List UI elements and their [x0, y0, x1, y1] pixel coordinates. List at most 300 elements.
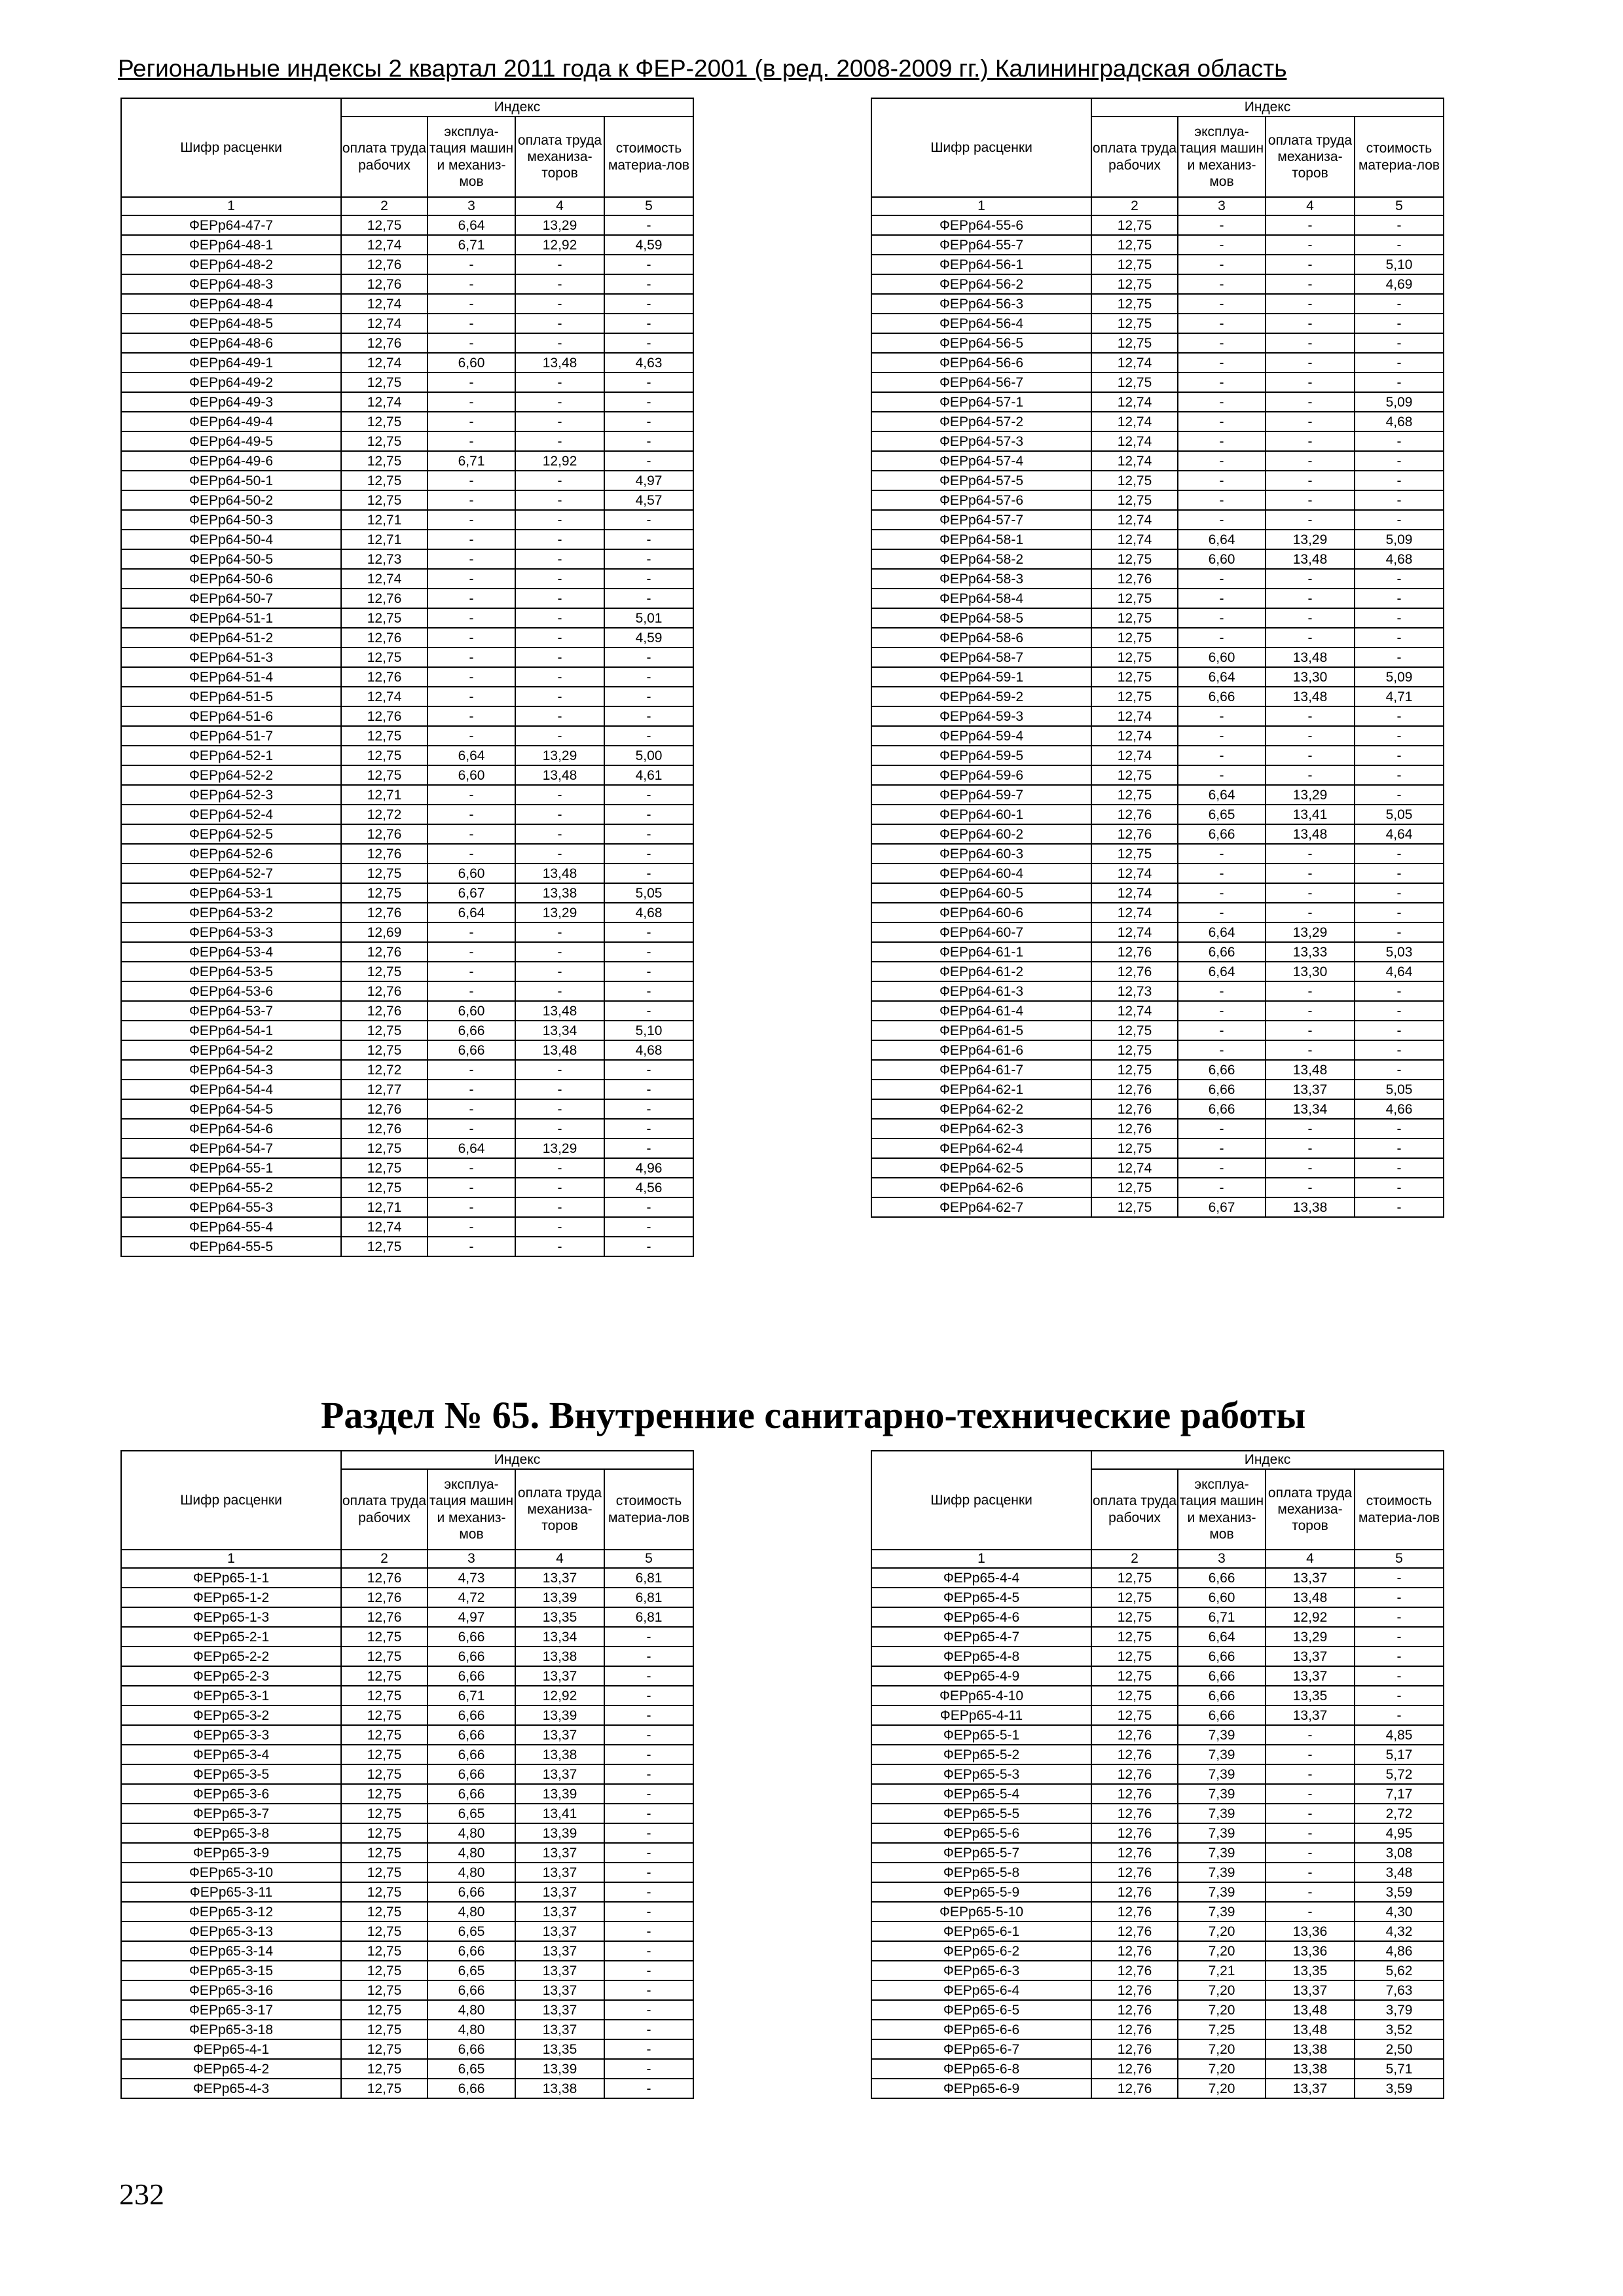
column-number: 2 — [341, 197, 428, 215]
cell-materials: - — [604, 1863, 693, 1882]
table-row — [871, 746, 1444, 765]
cell-mech-labor: - — [1266, 864, 1355, 883]
cell-mech-labor: - — [1266, 903, 1355, 922]
cell-machines: - — [428, 549, 515, 569]
table-row — [121, 864, 693, 883]
cell-mech-labor: - — [1266, 373, 1355, 392]
cell-materials: - — [604, 667, 693, 687]
cell-machines: 6,64 — [428, 1139, 515, 1158]
page-number: 232 — [119, 2178, 164, 2211]
cell-labor: 12,75 — [1091, 1197, 1178, 1217]
table-row — [121, 373, 693, 392]
cell-mech-labor: - — [515, 431, 604, 451]
cell-labor: 12,74 — [1091, 864, 1178, 883]
cell-code: ФЕРр64-49-2 — [121, 373, 341, 392]
cell-materials: 4,97 — [604, 471, 693, 490]
table-row — [121, 962, 693, 981]
cell-labor: 12,71 — [341, 530, 428, 549]
cell-code: ФЕРр64-57-6 — [871, 490, 1091, 510]
cell-mech-labor: 13,37 — [515, 1941, 604, 1961]
cell-machines: - — [1178, 353, 1266, 373]
cell-materials: - — [604, 1784, 693, 1804]
header-index: Индекс — [341, 1451, 693, 1469]
cell-materials: - — [1355, 1158, 1444, 1178]
cell-code: ФЕРр64-62-3 — [871, 1119, 1091, 1139]
cell-mech-labor: 13,37 — [515, 1922, 604, 1941]
table-row — [871, 215, 1444, 235]
cell-materials: - — [1355, 1607, 1444, 1627]
cell-labor: 12,75 — [341, 490, 428, 510]
cell-mech-labor: 13,38 — [515, 883, 604, 903]
cell-materials: - — [604, 314, 693, 333]
cell-code: ФЕРр64-54-4 — [121, 1080, 341, 1099]
cell-labor: 12,75 — [341, 647, 428, 667]
cell-labor: 12,76 — [341, 589, 428, 608]
cell-materials: 3,08 — [1355, 1843, 1444, 1863]
cell-code: ФЕРр64-55-6 — [871, 215, 1091, 235]
cell-machines: 6,66 — [428, 1627, 515, 1647]
cell-labor: 12,75 — [341, 1961, 428, 1980]
cell-code: ФЕРр65-3-1 — [121, 1686, 341, 1705]
cell-mech-labor: 12,92 — [1266, 1607, 1355, 1627]
cell-labor: 12,75 — [341, 1922, 428, 1941]
cell-mech-labor: - — [515, 1158, 604, 1178]
cell-materials: 3,59 — [1355, 1882, 1444, 1902]
cell-labor: 12,75 — [1091, 667, 1178, 687]
column-number: 5 — [604, 197, 693, 215]
cell-labor: 12,76 — [1091, 1980, 1178, 2000]
cell-labor: 12,75 — [341, 1686, 428, 1705]
cell-materials: - — [604, 1705, 693, 1725]
cell-materials: - — [604, 1237, 693, 1256]
table-row — [121, 1764, 693, 1784]
cell-materials: - — [604, 549, 693, 569]
cell-machines: - — [1178, 255, 1266, 274]
table-row — [121, 1060, 693, 1080]
cell-machines: 6,66 — [428, 1784, 515, 1804]
table-row — [871, 1980, 1444, 2000]
cell-code: ФЕРр64-50-4 — [121, 530, 341, 549]
cell-mech-labor: - — [1266, 353, 1355, 373]
cell-labor: 12,74 — [341, 687, 428, 706]
cell-mech-labor: - — [1266, 765, 1355, 785]
cell-materials: - — [604, 392, 693, 412]
cell-labor: 12,75 — [341, 1823, 428, 1843]
cell-mech-labor: - — [1266, 608, 1355, 628]
cell-mech-labor: - — [1266, 314, 1355, 333]
cell-machines: - — [428, 647, 515, 667]
cell-mech-labor: - — [515, 726, 604, 746]
cell-materials: 5,05 — [1355, 1080, 1444, 1099]
cell-machines: 7,39 — [1178, 1882, 1266, 1902]
table-row — [121, 785, 693, 805]
cell-mech-labor: 13,37 — [1266, 1980, 1355, 2000]
cell-mech-labor: - — [1266, 1139, 1355, 1158]
cell-labor: 12,75 — [1091, 274, 1178, 294]
cell-mech-labor: 12,92 — [515, 235, 604, 255]
cell-materials: 5,09 — [1355, 530, 1444, 549]
cell-labor: 12,76 — [341, 824, 428, 844]
cell-mech-labor: - — [515, 824, 604, 844]
cell-code: ФЕРр64-52-6 — [121, 844, 341, 864]
table-row — [121, 942, 693, 962]
cell-materials: - — [604, 255, 693, 274]
cell-mech-labor: 12,92 — [515, 1686, 604, 1705]
cell-code: ФЕРр64-56-7 — [871, 373, 1091, 392]
header-machines: эксплуа-тация машин и механиз-мов — [1178, 1469, 1266, 1550]
cell-materials: - — [604, 215, 693, 235]
cell-machines: 6,71 — [428, 1686, 515, 1705]
cell-mech-labor: - — [1266, 471, 1355, 490]
cell-mech-labor: - — [515, 1197, 604, 1217]
cell-labor: 12,76 — [1091, 1863, 1178, 1882]
cell-code: ФЕРр65-6-8 — [871, 2059, 1091, 2079]
cell-mech-labor: 13,36 — [1266, 1941, 1355, 1961]
cell-labor: 12,73 — [1091, 981, 1178, 1001]
cell-machines: - — [1178, 510, 1266, 530]
cell-mech-labor: - — [1266, 726, 1355, 746]
table-row — [871, 2000, 1444, 2020]
cell-labor: 12,75 — [341, 1705, 428, 1725]
table-row — [871, 314, 1444, 333]
cell-mech-labor: - — [1266, 1804, 1355, 1823]
cell-machines: - — [1178, 294, 1266, 314]
cell-mech-labor: 13,29 — [1266, 530, 1355, 549]
cell-labor: 12,76 — [1091, 569, 1178, 589]
cell-code: ФЕРр64-54-5 — [121, 1099, 341, 1119]
cell-mech-labor: 13,37 — [515, 1568, 604, 1588]
cell-code: ФЕРр64-57-1 — [871, 392, 1091, 412]
cell-mech-labor: - — [1266, 746, 1355, 765]
table-row — [121, 1099, 693, 1119]
table-row — [121, 1080, 693, 1099]
cell-code: ФЕРр65-6-7 — [871, 2039, 1091, 2059]
table-row — [121, 2020, 693, 2039]
cell-machines: - — [428, 667, 515, 687]
cell-machines: 6,66 — [428, 1647, 515, 1666]
cell-machines: - — [428, 706, 515, 726]
cell-labor: 12,76 — [341, 1099, 428, 1119]
cell-labor: 12,71 — [341, 785, 428, 805]
cell-mech-labor: 13,29 — [1266, 785, 1355, 805]
header-code: Шифр расценки — [121, 98, 341, 197]
cell-materials: 4,56 — [604, 1178, 693, 1197]
cell-mech-labor: - — [1266, 1158, 1355, 1178]
header-materials: стоимость материа-лов — [1355, 117, 1444, 197]
cell-code: ФЕРр65-6-4 — [871, 1980, 1091, 2000]
cell-mech-labor: - — [515, 530, 604, 549]
cell-mech-labor: 13,48 — [1266, 2020, 1355, 2039]
cell-labor: 12,75 — [1091, 1647, 1178, 1666]
cell-labor: 12,74 — [1091, 746, 1178, 765]
index-table-65-part1 — [120, 1450, 694, 2099]
table-row — [871, 2059, 1444, 2079]
cell-machines: 6,64 — [1178, 1627, 1266, 1647]
cell-materials: 4,68 — [1355, 549, 1444, 569]
cell-code: ФЕРр65-3-12 — [121, 1902, 341, 1922]
cell-code: ФЕРр64-59-2 — [871, 687, 1091, 706]
table-row — [871, 1804, 1444, 1823]
column-number: 4 — [515, 197, 604, 215]
cell-materials: - — [1355, 589, 1444, 608]
cell-code: ФЕРр65-1-2 — [121, 1588, 341, 1607]
cell-code: ФЕРр65-3-11 — [121, 1882, 341, 1902]
cell-materials: - — [1355, 314, 1444, 333]
cell-labor: 12,76 — [1091, 2000, 1178, 2020]
cell-materials: - — [1355, 294, 1444, 314]
cell-machines: - — [428, 1237, 515, 1256]
cell-labor: 12,75 — [341, 215, 428, 235]
cell-labor: 12,76 — [1091, 2039, 1178, 2059]
cell-mech-labor: - — [515, 1099, 604, 1119]
cell-labor: 12,75 — [1091, 1178, 1178, 1197]
cell-labor: 12,75 — [1091, 255, 1178, 274]
table-row — [871, 530, 1444, 549]
table-row — [871, 1607, 1444, 1627]
cell-machines: 7,39 — [1178, 1823, 1266, 1843]
cell-materials: - — [1355, 922, 1444, 942]
cell-code: ФЕРр65-2-3 — [121, 1666, 341, 1686]
cell-labor: 12,75 — [341, 726, 428, 746]
cell-code: ФЕРр65-3-7 — [121, 1804, 341, 1823]
cell-labor: 12,75 — [341, 1666, 428, 1686]
cell-labor: 12,75 — [341, 1647, 428, 1666]
cell-labor: 12,76 — [1091, 1764, 1178, 1784]
cell-mech-labor: 13,48 — [1266, 647, 1355, 667]
cell-machines: 6,60 — [428, 864, 515, 883]
cell-mech-labor: 13,48 — [1266, 1588, 1355, 1607]
column-number: 3 — [1178, 197, 1266, 215]
cell-materials: - — [604, 431, 693, 451]
cell-code: ФЕРр65-3-15 — [121, 1961, 341, 1980]
cell-machines: - — [428, 1080, 515, 1099]
cell-code: ФЕРр64-61-2 — [871, 962, 1091, 981]
cell-machines: 4,80 — [428, 1863, 515, 1882]
cell-materials: 7,17 — [1355, 1784, 1444, 1804]
cell-code: ФЕРр65-3-8 — [121, 1823, 341, 1843]
cell-labor: 12,75 — [1091, 215, 1178, 235]
cell-code: ФЕРр64-49-3 — [121, 392, 341, 412]
cell-labor: 12,71 — [341, 510, 428, 530]
table-row — [121, 687, 693, 706]
cell-machines: 7,39 — [1178, 1902, 1266, 1922]
cell-mech-labor: - — [515, 922, 604, 942]
table-row — [121, 314, 693, 333]
cell-machines: 7,39 — [1178, 1863, 1266, 1882]
cell-mech-labor: 13,48 — [515, 1001, 604, 1021]
cell-code: ФЕРр65-3-13 — [121, 1922, 341, 1941]
cell-labor: 12,75 — [341, 2079, 428, 2098]
table-row — [871, 903, 1444, 922]
cell-mech-labor: - — [515, 412, 604, 431]
cell-machines: 6,66 — [428, 1882, 515, 1902]
header-materials: стоимость материа-лов — [1355, 1469, 1444, 1550]
cell-labor: 12,75 — [341, 864, 428, 883]
cell-code: ФЕРр65-3-4 — [121, 1745, 341, 1764]
cell-machines: 6,66 — [1178, 1647, 1266, 1666]
cell-machines: 6,64 — [428, 746, 515, 765]
cell-labor: 12,74 — [341, 294, 428, 314]
cell-mech-labor: 13,48 — [1266, 549, 1355, 569]
cell-code: ФЕРр65-4-7 — [871, 1627, 1091, 1647]
cell-code: ФЕРр65-6-9 — [871, 2079, 1091, 2098]
cell-materials: - — [604, 844, 693, 864]
table-row — [871, 844, 1444, 864]
cell-labor: 12,75 — [341, 1725, 428, 1745]
cell-machines: - — [1178, 451, 1266, 471]
cell-materials: - — [1355, 1588, 1444, 1607]
cell-machines: 4,80 — [428, 1823, 515, 1843]
cell-materials: - — [1355, 490, 1444, 510]
cell-labor: 12,75 — [341, 1784, 428, 1804]
cell-mech-labor: - — [515, 333, 604, 353]
cell-code: ФЕРр65-3-2 — [121, 1705, 341, 1725]
table-row — [871, 1705, 1444, 1725]
table-row — [871, 962, 1444, 981]
cell-materials: - — [604, 1745, 693, 1764]
cell-mech-labor: 13,48 — [515, 1040, 604, 1060]
cell-materials: - — [1355, 1647, 1444, 1666]
table-row — [121, 805, 693, 824]
cell-machines: - — [428, 412, 515, 431]
table-row — [121, 1001, 693, 1021]
cell-machines: - — [1178, 1040, 1266, 1060]
cell-code: ФЕРр64-52-7 — [121, 864, 341, 883]
cell-mech-labor: 13,37 — [515, 1961, 604, 1980]
cell-mech-labor: - — [515, 647, 604, 667]
table-row — [121, 706, 693, 726]
column-number: 1 — [121, 197, 341, 215]
cell-machines: 6,66 — [1178, 1080, 1266, 1099]
cell-machines: 6,66 — [428, 1745, 515, 1764]
cell-mech-labor: - — [515, 981, 604, 1001]
table-row — [121, 1843, 693, 1863]
cell-machines: - — [428, 687, 515, 706]
cell-machines: 4,80 — [428, 1843, 515, 1863]
table-row — [871, 765, 1444, 785]
cell-labor: 12,76 — [1091, 1941, 1178, 1961]
cell-machines: 4,72 — [428, 1588, 515, 1607]
cell-materials: 3,59 — [1355, 2079, 1444, 2098]
cell-code: ФЕРр65-5-5 — [871, 1804, 1091, 1823]
cell-mech-labor: - — [1266, 1902, 1355, 1922]
cell-mech-labor: 13,37 — [515, 1666, 604, 1686]
cell-code: ФЕРр65-5-4 — [871, 1784, 1091, 1804]
cell-materials: - — [604, 1001, 693, 1021]
table-row — [121, 1961, 693, 1980]
cell-machines: 7,21 — [1178, 1961, 1266, 1980]
cell-code: ФЕРр64-59-6 — [871, 765, 1091, 785]
cell-mech-labor: - — [1266, 451, 1355, 471]
cell-labor: 12,76 — [1091, 1745, 1178, 1764]
cell-machines: - — [1178, 333, 1266, 353]
header-index: Индекс — [341, 98, 693, 117]
cell-mech-labor: - — [515, 785, 604, 805]
cell-mech-labor: - — [515, 510, 604, 530]
cell-code: ФЕРр65-5-1 — [871, 1725, 1091, 1745]
cell-code: ФЕРр65-3-14 — [121, 1941, 341, 1961]
cell-mech-labor: 13,37 — [515, 1843, 604, 1863]
table-row — [121, 844, 693, 864]
header-code: Шифр расценки — [871, 1451, 1091, 1550]
cell-code: ФЕРр64-62-7 — [871, 1197, 1091, 1217]
cell-mech-labor: - — [1266, 431, 1355, 451]
cell-mech-labor: - — [1266, 706, 1355, 726]
cell-machines: 6,60 — [428, 353, 515, 373]
cell-machines: 6,66 — [428, 1021, 515, 1040]
cell-code: ФЕРр64-61-6 — [871, 1040, 1091, 1060]
cell-mech-labor: - — [1266, 235, 1355, 255]
cell-labor: 12,74 — [341, 353, 428, 373]
cell-materials: - — [604, 2079, 693, 2098]
table-row — [871, 785, 1444, 805]
table-row — [121, 1139, 693, 1158]
cell-mech-labor: 13,37 — [1266, 1647, 1355, 1666]
cell-labor: 12,75 — [341, 746, 428, 765]
cell-mech-labor: 13,48 — [1266, 1060, 1355, 1080]
table-row — [121, 746, 693, 765]
table-row — [871, 1588, 1444, 1607]
cell-machines: 6,71 — [428, 451, 515, 471]
cell-machines: 6,66 — [428, 2079, 515, 2098]
cell-machines: - — [1178, 314, 1266, 333]
table-row — [871, 687, 1444, 706]
cell-materials: 4,69 — [1355, 274, 1444, 294]
cell-code: ФЕРр64-53-2 — [121, 903, 341, 922]
cell-machines: - — [1178, 1158, 1266, 1178]
cell-machines: 6,66 — [428, 1941, 515, 1961]
table-row — [121, 589, 693, 608]
cell-labor: 12,75 — [1091, 844, 1178, 864]
cell-mech-labor: 13,41 — [1266, 805, 1355, 824]
cell-mech-labor: 13,35 — [1266, 1961, 1355, 1980]
cell-labor: 12,75 — [1091, 628, 1178, 647]
cell-labor: 12,75 — [1091, 1021, 1178, 1040]
cell-mech-labor: - — [1266, 215, 1355, 235]
cell-mech-labor: 13,35 — [1266, 1686, 1355, 1705]
cell-code: ФЕРр64-60-6 — [871, 903, 1091, 922]
cell-code: ФЕРр64-56-5 — [871, 333, 1091, 353]
cell-materials: - — [1355, 647, 1444, 667]
header-mech-labor: оплата труда механиза-торов — [1266, 1469, 1355, 1550]
cell-code: ФЕРр64-55-7 — [871, 235, 1091, 255]
cell-mech-labor: - — [515, 1178, 604, 1197]
cell-machines: 6,66 — [428, 1764, 515, 1784]
table-row — [871, 942, 1444, 962]
cell-materials: - — [604, 589, 693, 608]
table-row — [121, 1647, 693, 1666]
cell-materials: - — [604, 805, 693, 824]
cell-machines: 6,60 — [428, 765, 515, 785]
cell-machines: 4,80 — [428, 2000, 515, 2020]
cell-machines: - — [428, 471, 515, 490]
cell-materials: - — [604, 373, 693, 392]
cell-code: ФЕРр64-58-5 — [871, 608, 1091, 628]
cell-machines: - — [428, 1060, 515, 1080]
cell-code: ФЕРр64-52-5 — [121, 824, 341, 844]
cell-mech-labor: 13,37 — [1266, 1568, 1355, 1588]
cell-code: ФЕРр64-60-2 — [871, 824, 1091, 844]
cell-code: ФЕРр64-53-4 — [121, 942, 341, 962]
cell-code: ФЕРр64-61-7 — [871, 1060, 1091, 1080]
cell-materials: 4,85 — [1355, 1725, 1444, 1745]
cell-machines: - — [428, 922, 515, 942]
table-row — [121, 431, 693, 451]
table-row — [121, 667, 693, 687]
cell-code: ФЕРр64-59-5 — [871, 746, 1091, 765]
cell-materials: 4,68 — [1355, 412, 1444, 431]
cell-mech-labor: - — [515, 844, 604, 864]
